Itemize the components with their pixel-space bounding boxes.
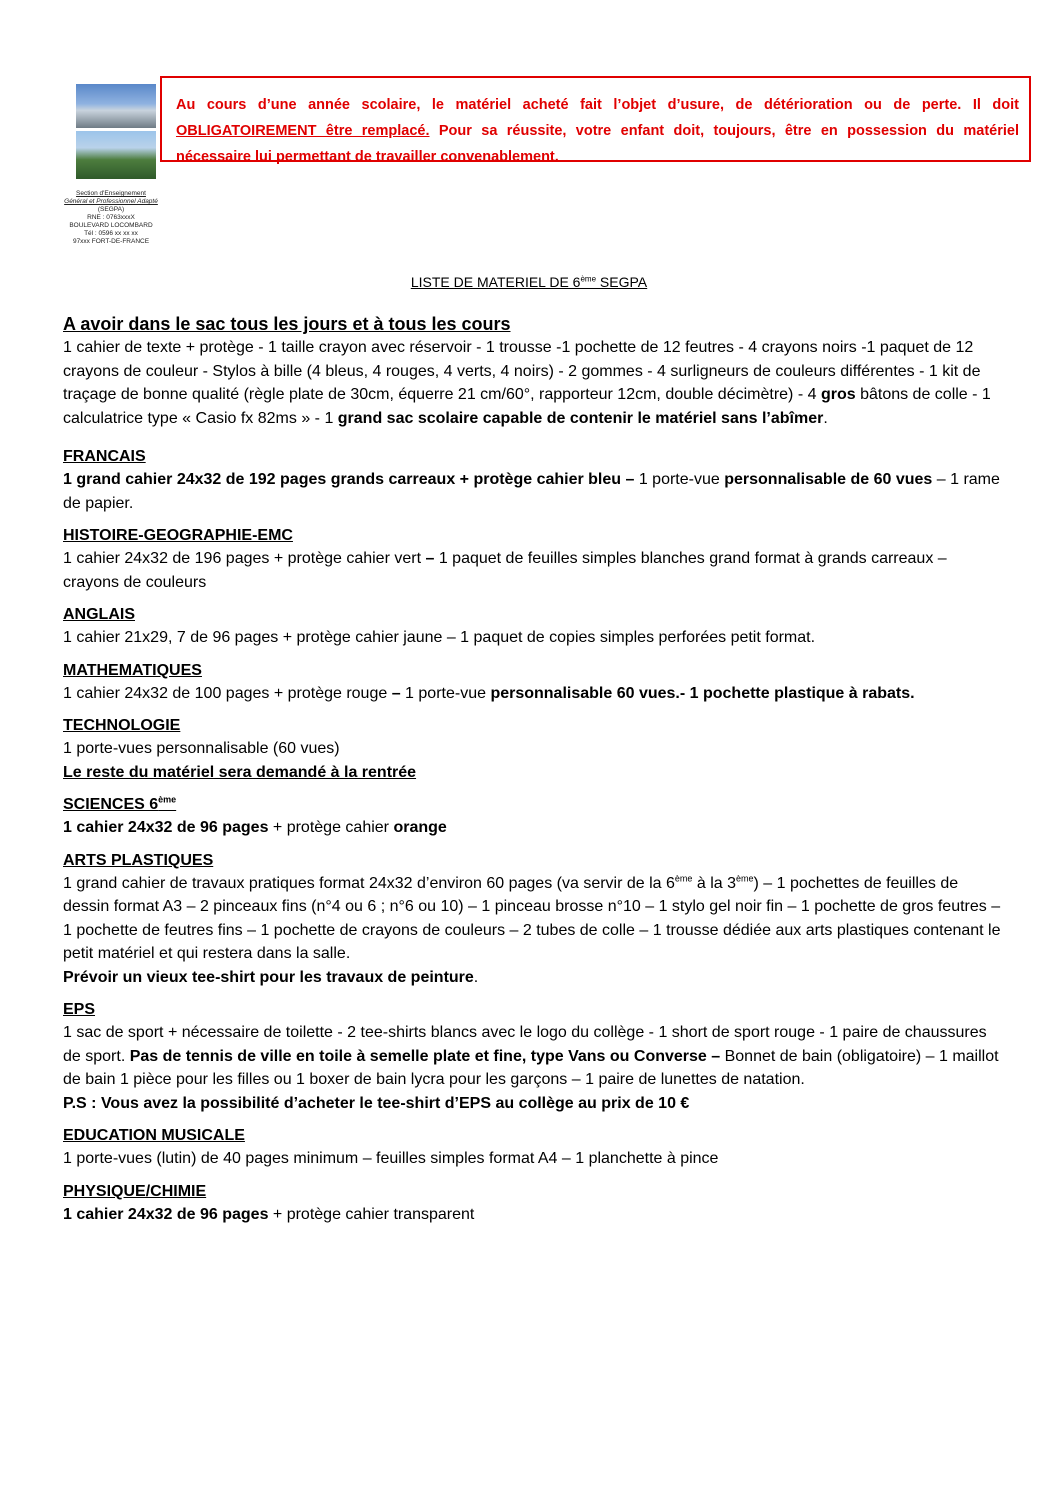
daily-list: 1 cahier de texte + protège - 1 taille crayon avec réservoir - 1 trousse -1 pochette de 12 feutres - 4 crayons noirs -1 paquet de 12 crayons de couleur - Stylos à bille (4 bleus, 4 rouges, 4 verts, 4 noirs) - 2 gommes - 4 surligneurs de couleurs différentes - 1 kit de traçage de bonne qualité (règle plate de 30cm, équerre 21 cm/60°, rapporteur 12cm, double décimètre) - 4 gros bâtons de colle - 1 calculatrice type « Casio fx 82ms » - 1 grand sac scolaire capable de contenir le matériel sans l’abîmer. bbox=[63, 339, 991, 427]
school-building-photo bbox=[76, 84, 156, 128]
sciences-heading: SCIENCES 6ème bbox=[63, 794, 177, 813]
school-line: RNE : 0763xxxX bbox=[87, 214, 135, 221]
school-yard-photo bbox=[76, 131, 156, 179]
arts-list: 1 grand cahier de travaux pratiques format 24x32 d’environ 60 pages (va servir de la 6ème à la 3ème) – 1 pochettes de feuilles de dessin format A3 – 2 pinceaux fins (n°4 ou 6 ; n°6 ou 10) – 1 pinceau brosse n°10 – 1 stylo gel noir fin – 1 pochette de gros feutres – 1 pochette de feutres fins – 1 pochette de crayons de couleurs – 2 tubes de colle – 1 trousse dédiée aux arts plastiques contenant le petit matériel et qui restera dans la salle. bbox=[63, 873, 1001, 962]
school-address bbox=[36, 190, 186, 246]
anglais-list: 1 cahier 21x29, 7 de 96 pages + protège cahier jaune – 1 paquet de copies simples perforées petit format. bbox=[63, 629, 816, 646]
eps-list: 1 sac de sport + nécessaire de toilette - 2 tee-shirts blancs avec le logo du collège - 1 short de sport rouge - 1 paire de chaussures de sport. Pas de tennis de ville en toile à semelle plate et fine, type Vans ou Converse – Bonnet de bain (obligatoire) – 1 maillot de bain 1 pièce pour les filles ou 1 boxer de bain lycra pour les garçons – 1 paire de lunettes de natation. bbox=[63, 1024, 999, 1088]
musique-heading: EDUCATION MUSICALE bbox=[63, 1127, 245, 1144]
school-line: Général et Professionnel Adapté bbox=[64, 198, 158, 205]
warning-text: Au cours d’une année scolaire, le matériel acheté fait l’objet d’usure, de détérioration ou de perte. Il doit bbox=[176, 97, 1019, 113]
techno-heading: TECHNOLOGIE bbox=[63, 717, 181, 734]
school-line: 97xxx FORT-DE-FRANCE bbox=[72, 238, 150, 245]
school-line: Section d'Enseignement bbox=[76, 190, 146, 197]
arts-heading: ARTS PLASTIQUES bbox=[63, 851, 214, 869]
document-body bbox=[63, 312, 1003, 1226]
eps-heading: EPS bbox=[63, 1001, 96, 1018]
histoire-list: 1 cahier 24x32 de 196 pages + protège cahier vert – 1 paquet de feuilles simples blanches grand format à grands carreaux – crayons de couleurs bbox=[63, 550, 947, 591]
warning-box bbox=[160, 76, 1031, 165]
school-line: Tél : 0596 xx xx xx bbox=[84, 230, 138, 237]
maths-list: 1 cahier 24x32 de 100 pages + protège rouge – 1 porte-vue personnalisable 60 vues.- 1 pochette plastique à rabats. bbox=[63, 684, 915, 702]
school-line: BOULEVARD LOCOMBARD bbox=[69, 222, 153, 229]
arts-note: Prévoir un vieux tee-shirt pour les travaux de peinture. bbox=[63, 968, 479, 986]
francais-list: 1 grand cahier 24x32 de 192 pages grands carreaux + protège cahier bleu – 1 porte-vue personnalisable de 60 vues – 1 rame de papier. bbox=[63, 471, 1000, 512]
warning-underlined: OBLIGATOIREMENT être remplacé. bbox=[176, 123, 430, 139]
techno-note: Le reste du matériel sera demandé à la rentrée bbox=[63, 763, 417, 781]
school-line: (SEGPA) bbox=[97, 206, 125, 213]
techno-list: 1 porte-vues personnalisable (60 vues) bbox=[63, 740, 340, 757]
physique-list: 1 cahier 24x32 de 96 pages + protège cahier transparent bbox=[63, 1205, 475, 1223]
sciences-list: 1 cahier 24x32 de 96 pages + protège cahier orange bbox=[63, 819, 447, 836]
daily-heading: A avoir dans le sac tous les jours et à tous les cours bbox=[63, 314, 511, 334]
school-logo bbox=[76, 84, 156, 180]
histoire-heading: HISTOIRE-GEOGRAPHIE-EMC bbox=[63, 527, 293, 544]
anglais-heading: ANGLAIS bbox=[63, 606, 135, 623]
musique-list: 1 porte-vues (lutin) de 40 pages minimum – feuilles simples format A4 – 1 planchette à pince bbox=[63, 1150, 719, 1167]
eps-note: P.S : Vous avez la possibilité d’acheter le tee-shirt d’EPS au collège au prix de 10 € bbox=[63, 1094, 690, 1112]
physique-heading: PHYSIQUE/CHIMIE bbox=[63, 1182, 207, 1200]
warning-text-end: Pour sa réussite, votre enfant doit, toujours, être en possession du matériel nécessaire lui permettant de travailler convenablement. bbox=[176, 123, 1019, 165]
maths-heading: MATHEMATIQUES bbox=[63, 661, 202, 679]
francais-heading: FRANCAIS bbox=[63, 448, 146, 465]
page-title: LISTE DE MATERIEL DE 6ème SEGPA bbox=[410, 274, 648, 290]
